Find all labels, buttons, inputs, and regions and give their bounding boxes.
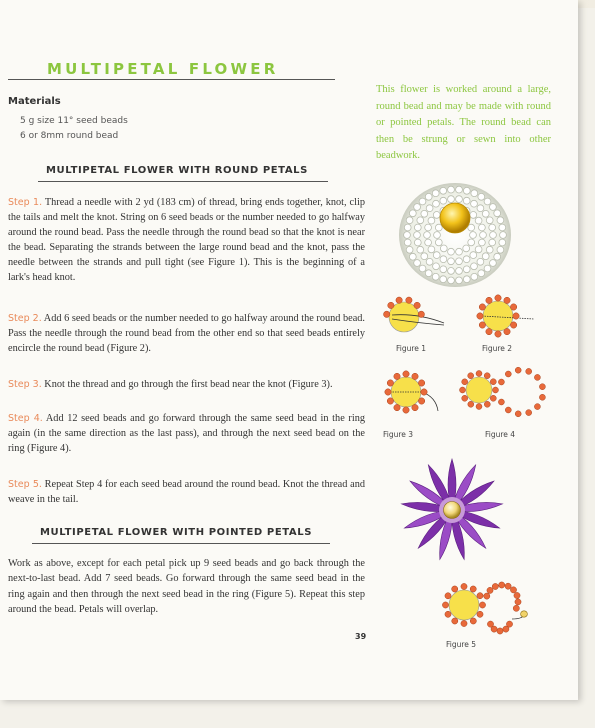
seed-bead: [534, 374, 540, 380]
white-seed-bead: [468, 224, 475, 231]
white-seed-bead: [424, 232, 431, 239]
seed-bead: [461, 620, 467, 626]
figure-5-label: Figure 5: [446, 640, 477, 649]
white-seed-bead: [433, 252, 440, 259]
seed-bead: [492, 583, 498, 589]
seed-bead: [385, 389, 391, 395]
step-5: [8, 477, 365, 507]
seed-bead: [476, 371, 482, 377]
seed-bead: [484, 593, 490, 599]
white-seed-bead: [414, 232, 421, 239]
white-seed-bead: [404, 239, 411, 246]
white-seed-bead: [440, 187, 447, 194]
seed-bead: [486, 328, 492, 334]
white-seed-bead: [490, 232, 497, 239]
seed-bead: [479, 322, 485, 328]
seed-bead: [493, 387, 499, 393]
seed-bead: [470, 586, 476, 592]
white-seed-bead: [470, 252, 477, 259]
step-1: [8, 195, 365, 285]
seed-bead: [403, 407, 409, 413]
white-seed-bead: [477, 205, 484, 212]
figure-3-diagram: [378, 365, 448, 420]
white-seed-bead: [428, 217, 435, 224]
white-seed-bead: [478, 270, 485, 277]
white-seed-bead: [448, 248, 455, 255]
seed-bead: [539, 384, 545, 390]
white-seed-bead: [435, 224, 442, 231]
seed-bead: [487, 587, 493, 593]
white-seed-bead: [414, 239, 421, 246]
figure-2-label: Figure 2: [482, 344, 513, 353]
seed-bead: [462, 395, 468, 401]
seed-bead: [510, 304, 516, 310]
white-seed-bead: [425, 193, 432, 200]
seed-bead: [510, 322, 516, 328]
white-seed-bead: [475, 246, 482, 253]
white-seed-bead: [414, 204, 421, 211]
section-heading-round-petals: MULTIPETAL FLOWER WITH ROUND PETALS: [46, 165, 308, 176]
step-1-text: Thread a needle with 2 yd (183 cm) of thread, bring ends together, knot, clip the tails and melt the knot. String on 6 seed beads or the number needed to go halfway around the round bead. Pass the needle through the round bead so that the knot is near the bead. Separating the strands between the large round bead and the knot, pass the needle between the strands and pull tight (see Figure 1). This is the beginning of a lark's head knot.: [8, 197, 366, 283]
white-seed-bead: [406, 217, 413, 224]
seed-bead: [526, 368, 532, 374]
seed-bead: [442, 602, 448, 608]
seed-bead: [510, 587, 516, 593]
seed-bead: [477, 313, 483, 319]
white-seed-bead: [484, 198, 491, 205]
seed-bead: [468, 373, 474, 379]
white-seed-bead: [419, 265, 426, 272]
step-2: [8, 311, 365, 356]
white-seed-bead: [456, 258, 463, 265]
seed-bead: [468, 401, 474, 407]
step-4-number: Step 4.: [8, 413, 43, 424]
white-seed-bead: [499, 239, 506, 246]
white-seed-bead: [463, 266, 470, 273]
white-flower-photo: [395, 180, 515, 290]
section-heading-pointed-petals: MULTIPETAL FLOWER WITH POINTED PETALS: [40, 527, 313, 538]
seed-bead: [487, 621, 493, 627]
white-seed-bead: [471, 263, 478, 270]
seed-bead: [504, 297, 510, 303]
seed-bead: [515, 599, 521, 605]
seed-bead: [513, 313, 519, 319]
white-seed-bead: [456, 196, 463, 203]
white-seed-bead: [421, 210, 428, 217]
white-seed-bead: [409, 253, 416, 260]
white-seed-bead: [417, 217, 424, 224]
seed-bead: [486, 297, 492, 303]
white-seed-bead: [468, 239, 475, 246]
seed-bead: [498, 399, 504, 405]
seed-bead: [414, 302, 420, 308]
white-seed-bead: [426, 205, 433, 212]
white-seed-bead: [475, 217, 482, 224]
white-seed-bead: [463, 256, 470, 263]
seed-bead: [505, 407, 511, 413]
seed-bead: [534, 404, 540, 410]
white-seed-bead: [489, 224, 496, 231]
figure-3-label: Figure 3: [383, 430, 414, 439]
seed-bead: [515, 411, 521, 417]
white-seed-bead: [471, 190, 478, 197]
step-4: [8, 411, 365, 456]
white-seed-bead: [456, 268, 463, 275]
seed-bead: [495, 295, 501, 301]
section-rule-pointed: [32, 543, 330, 544]
white-seed-bead: [470, 232, 477, 239]
step-2-text: Add 6 seed beads or the number needed to go halfway around the round bead. Pass the needle through the round bead from the other end so that seed beads entirely encircle the round bead (Figure 2).: [8, 313, 366, 354]
seed-bead: [403, 371, 409, 377]
seed-bead: [396, 297, 402, 303]
seed-bead: [412, 404, 418, 410]
seed-bead: [477, 593, 483, 599]
white-seed-bead: [480, 232, 487, 239]
figure-1-label: Figure 1: [396, 344, 427, 353]
page-title: MULTIPETAL FLOWER: [47, 60, 279, 78]
title-underline: [8, 79, 335, 80]
seed-bead: [479, 602, 485, 608]
white-seed-bead: [477, 258, 484, 265]
white-seed-bead: [425, 270, 432, 277]
seed-bead: [461, 583, 467, 589]
seed-bead: [460, 387, 466, 393]
white-seed-bead: [404, 232, 411, 239]
step-4-text: Add 12 seed beads and go forward through the same seed bead in the ring again (in the same direction as the last pass), and through the next seed bead on the ring (Figure 4).: [8, 413, 365, 454]
seed-bead: [479, 304, 485, 310]
white-seed-bead: [434, 232, 441, 239]
seed-bead: [418, 398, 424, 404]
intro-text: This flower is worked around a large, round bead and may be made with round or pointed petals. The round bead can then be strung or sewn into other beadwork.: [376, 84, 551, 161]
white-seed-bead: [448, 268, 455, 275]
white-seed-bead: [471, 273, 478, 280]
figure-2-diagram: [468, 289, 538, 344]
seed-bead: [406, 297, 412, 303]
white-seed-bead: [486, 217, 493, 224]
seed-bead: [445, 611, 451, 617]
white-seed-bead: [497, 246, 504, 253]
figure-1-diagram: [378, 293, 448, 343]
seed-bead: [388, 302, 394, 308]
white-seed-bead: [456, 186, 463, 193]
white-seed-bead: [425, 224, 432, 231]
purple-flower-photo: [397, 455, 507, 565]
seed-bead: [503, 626, 509, 632]
material-item-seed-beads: 5 g size 11° seed beads: [20, 116, 128, 126]
white-seed-bead: [463, 197, 470, 204]
section-rule-round: [38, 181, 328, 182]
white-seed-bead: [499, 224, 506, 231]
seed-bead: [452, 586, 458, 592]
seed-bead: [462, 379, 468, 385]
seed-bead: [387, 380, 393, 386]
step-3-text: Knot the thread and go through the first bead near the knot (Figure 3).: [44, 379, 333, 390]
white-seed-bead: [463, 276, 470, 283]
white-seed-bead: [490, 204, 497, 211]
white-seed-bead: [471, 200, 478, 207]
figure-4-diagram: [455, 362, 560, 427]
white-seed-bead: [448, 277, 455, 284]
white-seed-bead: [448, 196, 455, 203]
white-seed-bead: [448, 258, 455, 265]
white-seed-bead: [432, 273, 439, 280]
white-seed-bead: [435, 239, 442, 246]
white-seed-bead: [440, 276, 447, 283]
seed-bead: [490, 379, 496, 385]
seed-bead: [418, 380, 424, 386]
white-seed-bead: [478, 193, 485, 200]
white-seed-bead: [497, 217, 504, 224]
seed-bead: [445, 593, 451, 599]
white-seed-bead: [404, 224, 411, 231]
step-5-text: Repeat Step 4 for each seed bead around the round bead. Knot the thread and weave in the tail.: [8, 479, 365, 505]
page-number: 39: [355, 632, 367, 641]
white-seed-bead: [484, 265, 491, 272]
white-seed-bead: [414, 224, 421, 231]
white-seed-bead: [463, 245, 470, 252]
white-seed-bead: [470, 212, 477, 219]
seed-bead: [505, 583, 511, 589]
white-seed-bead: [490, 260, 497, 267]
white-seed-bead: [406, 246, 413, 253]
seed-bead: [498, 379, 504, 385]
seed-bead: [526, 410, 532, 416]
white-seed-bead: [479, 239, 486, 246]
white-seed-bead: [456, 277, 463, 284]
step-3-number: Step 3.: [8, 379, 42, 390]
seed-bead: [412, 373, 418, 379]
white-seed-bead: [479, 224, 486, 231]
white-seed-bead: [440, 256, 447, 263]
white-seed-bead: [432, 190, 439, 197]
white-seed-bead: [456, 248, 463, 255]
seed-bead: [421, 389, 427, 395]
white-seed-bead: [433, 200, 440, 207]
seed-bead: [499, 582, 505, 588]
white-seed-bead: [486, 246, 493, 253]
white-seed-bead: [489, 239, 496, 246]
white-seed-bead: [417, 246, 424, 253]
white-seed-bead: [448, 186, 455, 193]
white-seed-bead: [482, 210, 489, 217]
white-seed-bead: [425, 239, 432, 246]
white-seed-bead: [409, 210, 416, 217]
seed-bead: [384, 311, 390, 317]
seed-bead: [505, 371, 511, 377]
seed-bead: [477, 611, 483, 617]
step-2-number: Step 2.: [8, 313, 42, 324]
seed-bead: [497, 628, 503, 634]
figure-5-diagram: [440, 575, 550, 640]
seed-bead: [387, 398, 393, 404]
step-3: [8, 377, 365, 392]
figure-4-label: Figure 4: [485, 430, 516, 439]
seed-bead: [515, 367, 521, 373]
seed-bead: [514, 592, 520, 598]
white-seed-bead: [421, 253, 428, 260]
seed-bead: [484, 401, 490, 407]
seed-bead: [394, 404, 400, 410]
seed-bead: [513, 605, 519, 611]
white-seed-bead: [414, 260, 421, 267]
white-seed-bead: [500, 232, 507, 239]
white-seed-bead: [482, 253, 489, 260]
seed-bead: [490, 395, 496, 401]
seed-bead: [476, 404, 482, 410]
white-seed-bead: [494, 253, 501, 260]
white-seed-bead: [419, 198, 426, 205]
seed-bead: [504, 328, 510, 334]
seed-bead: [418, 311, 424, 317]
material-item-round-bead: 6 or 8mm round bead: [20, 131, 119, 141]
materials-heading: Materials: [8, 96, 61, 107]
seed-bead: [394, 373, 400, 379]
seed-bead: [484, 373, 490, 379]
seed-bead: [470, 618, 476, 624]
step-5-number: Step 5.: [8, 479, 42, 490]
white-seed-bead: [428, 246, 435, 253]
white-seed-bead: [440, 245, 447, 252]
white-seed-bead: [440, 266, 447, 273]
seed-bead: [495, 331, 501, 337]
white-seed-bead: [463, 187, 470, 194]
seed-bead: [539, 394, 545, 400]
seed-bead: [452, 618, 458, 624]
pointed-petals-text: Work as above, except for each petal pick up 9 seed beads and go back through the next-to-last bead. Add 7 seed beads. Go forward through the same seed bead in the ring again and then through the next seed bead in the ring (Figure 5). Repeat this step around the bead. Petals will overlap.: [8, 558, 365, 616]
white-seed-bead: [433, 212, 440, 219]
white-seed-bead: [494, 210, 501, 217]
white-seed-bead: [426, 258, 433, 265]
white-seed-bead: [433, 263, 440, 270]
white-seed-bead: [440, 197, 447, 204]
step-1-number: Step 1.: [8, 197, 43, 208]
